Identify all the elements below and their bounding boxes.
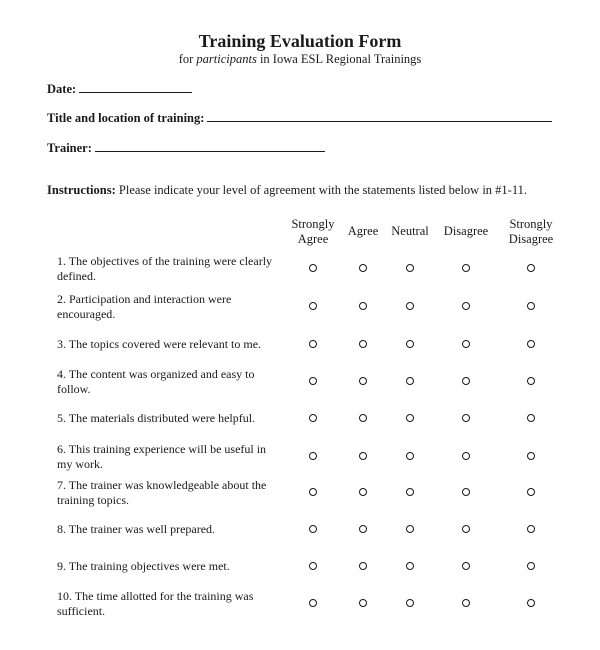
rating-radio[interactable] [527, 599, 535, 607]
rating-radio[interactable] [527, 377, 535, 385]
question-text: 7. The trainer was knowledgeable about the training topics. [57, 478, 267, 507]
question-text: 9. The training objectives were met. [57, 559, 230, 573]
rating-radio[interactable] [309, 525, 317, 533]
question-text: 3. The topics covered were relevant to me. [57, 337, 262, 351]
rating-radio[interactable] [527, 264, 535, 272]
rating-radio[interactable] [527, 452, 535, 460]
rating-radio[interactable] [527, 488, 535, 496]
rating-radio[interactable] [309, 302, 317, 310]
rating-radio[interactable] [309, 562, 317, 570]
rating-radio[interactable] [462, 414, 470, 422]
question-text: 6. This training experience will be useful in my work. [57, 442, 267, 471]
rating-radio[interactable] [406, 452, 414, 460]
scale-header-4: Strongly Disagree [508, 217, 554, 246]
rating-radio[interactable] [359, 414, 367, 422]
question-text: 4. The content was organized and easy to follow. [57, 367, 255, 396]
rating-radio[interactable] [309, 414, 317, 422]
rating-radio[interactable] [406, 302, 414, 310]
scale-header-3: Disagree [443, 224, 489, 238]
question-text: 1. The objectives of the training were clearly defined. [57, 254, 273, 283]
rating-radio[interactable] [406, 525, 414, 533]
rating-radio[interactable] [359, 488, 367, 496]
rating-radio[interactable] [309, 488, 317, 496]
rating-radio[interactable] [359, 525, 367, 533]
rating-radio[interactable] [406, 488, 414, 496]
instructions-label: Instructions: [47, 183, 116, 197]
rating-radio[interactable] [359, 377, 367, 385]
rating-radio[interactable] [359, 452, 367, 460]
rating-radio[interactable] [462, 452, 470, 460]
form-title: Training Evaluation Form [198, 31, 402, 51]
rating-radio[interactable] [406, 562, 414, 570]
rating-radio[interactable] [527, 525, 535, 533]
rating-radio[interactable] [462, 377, 470, 385]
rating-radio[interactable] [406, 599, 414, 607]
rating-radio[interactable] [359, 264, 367, 272]
question-text: 8. The trainer was well prepared. [57, 522, 216, 536]
date-label: Date: [47, 82, 77, 96]
rating-radio[interactable] [406, 264, 414, 272]
instructions [47, 183, 527, 198]
rating-radio[interactable] [406, 377, 414, 385]
rating-radio[interactable] [462, 488, 470, 496]
scale-header-0: Strongly Agree [291, 217, 335, 246]
rating-radio[interactable] [527, 562, 535, 570]
instructions-text: Please indicate your level of agreement with the statements listed below in #1-11. [115, 183, 527, 197]
trainer-input-line[interactable] [95, 141, 325, 152]
rating-radio[interactable] [359, 340, 367, 348]
rating-radio[interactable] [359, 302, 367, 310]
question-text: 5. The materials distributed were helpful. [57, 411, 256, 425]
rating-radio[interactable] [462, 562, 470, 570]
rating-radio[interactable] [462, 599, 470, 607]
question-text: 2. Participation and interaction were encouraged. [57, 292, 232, 321]
rating-radio[interactable] [309, 264, 317, 272]
rating-radio[interactable] [309, 599, 317, 607]
rating-radio[interactable] [462, 525, 470, 533]
rating-radio[interactable] [406, 340, 414, 348]
rating-radio[interactable] [406, 414, 414, 422]
training-title-location-label: Title and location of training: [47, 111, 205, 125]
rating-radio[interactable] [462, 302, 470, 310]
rating-radio[interactable] [527, 414, 535, 422]
rating-radio[interactable] [359, 599, 367, 607]
rating-radio[interactable] [359, 562, 367, 570]
rating-radio[interactable] [462, 340, 470, 348]
rating-radio[interactable] [527, 302, 535, 310]
trainer-label: Trainer: [47, 141, 92, 155]
rating-radio[interactable] [309, 452, 317, 460]
date-input-line[interactable] [79, 82, 192, 93]
training-title-location-input-line[interactable] [207, 111, 552, 122]
scale-header-2: Neutral [391, 224, 429, 238]
form-subtitle: for participants in Iowa ESL Regional Trainings [178, 52, 422, 66]
rating-radio[interactable] [527, 340, 535, 348]
trainer-field [47, 141, 325, 156]
scale-header-1: Agree [347, 224, 379, 238]
question-text: 10. The time allotted for the training was sufficient. [57, 589, 254, 618]
training-title-location-field [47, 111, 552, 126]
rating-radio[interactable] [309, 377, 317, 385]
rating-radio[interactable] [462, 264, 470, 272]
rating-radio[interactable] [309, 340, 317, 348]
date-field [47, 82, 192, 97]
